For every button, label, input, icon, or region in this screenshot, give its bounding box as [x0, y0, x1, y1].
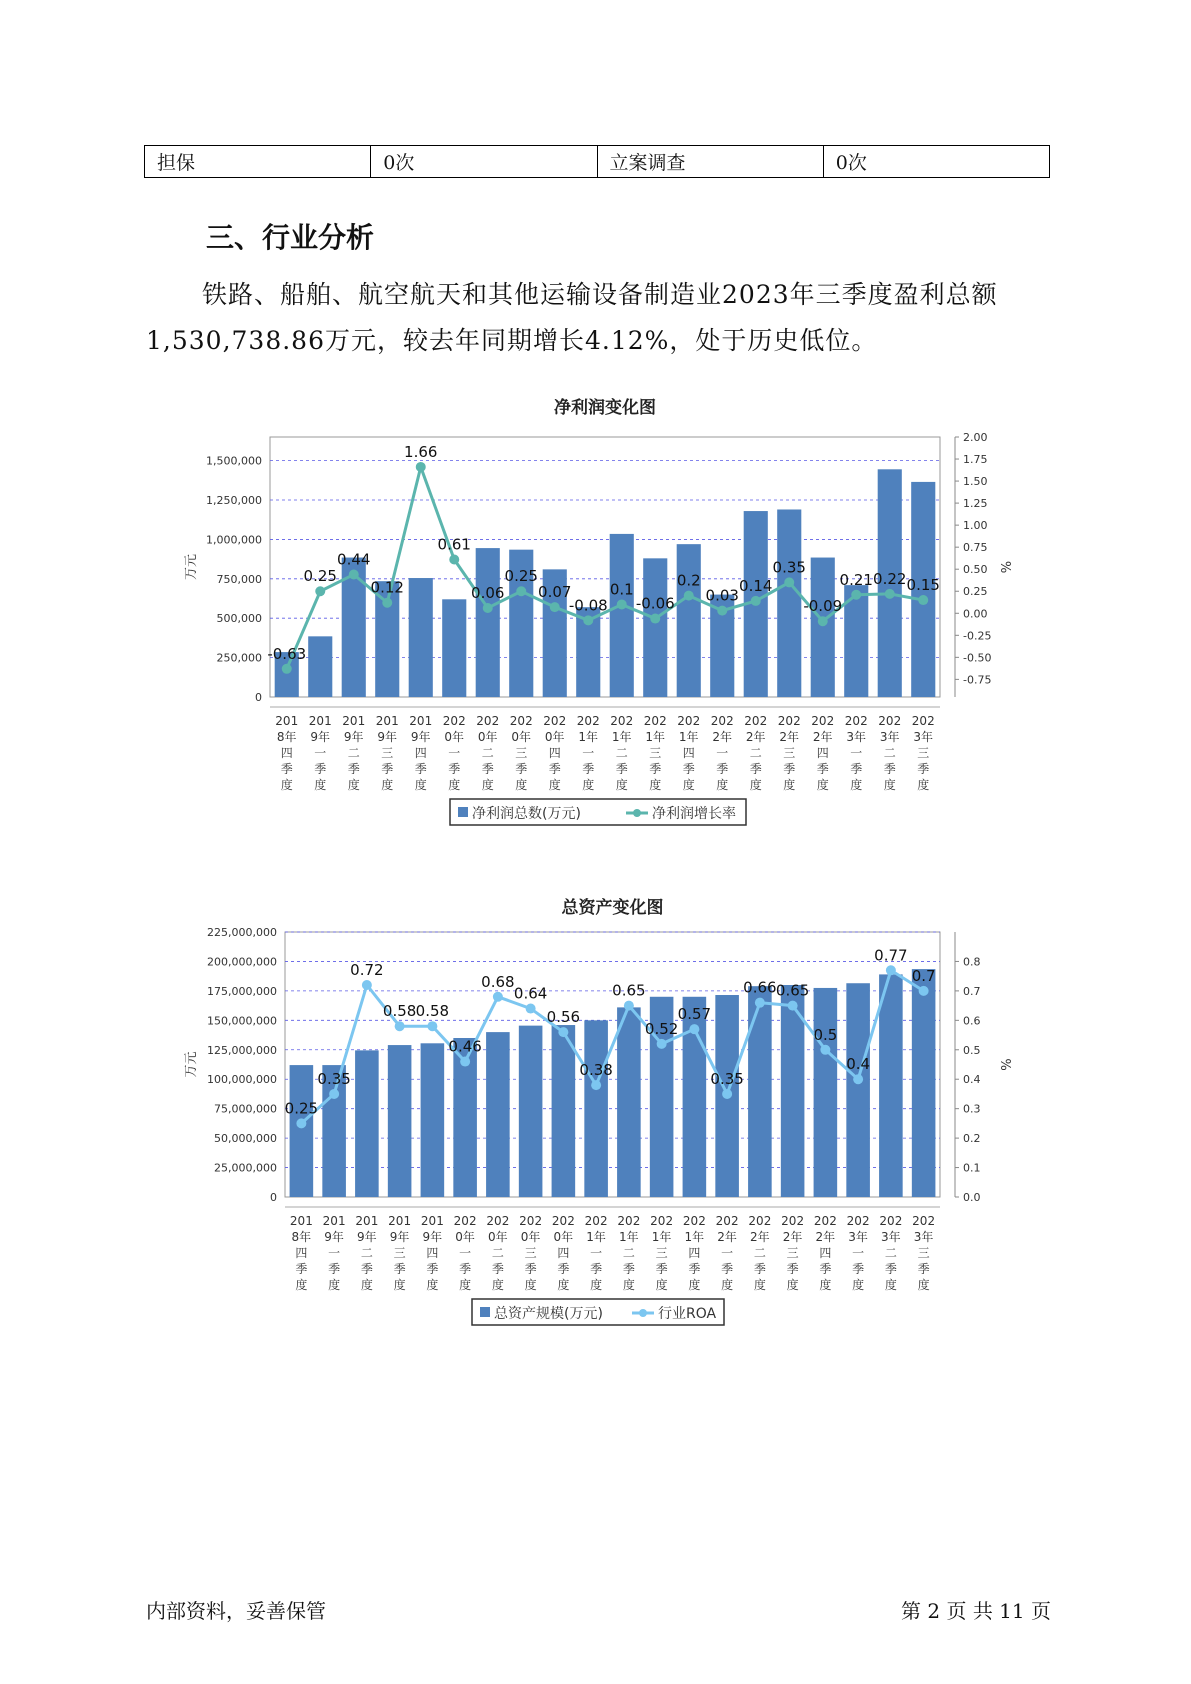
section-paragraph — [146, 272, 1052, 364]
table-cell: 0次 — [371, 146, 597, 177]
y2-tick-label: -0.25 — [963, 629, 992, 643]
y2-tick-label: 0.8 — [963, 955, 981, 969]
data-label: 0.35 — [772, 558, 806, 577]
bar — [811, 558, 835, 697]
chart-title: 总资产变化图 — [561, 898, 664, 918]
legend-swatch-point — [633, 809, 641, 817]
x-tick-label: 202 1年一季度 — [584, 1214, 608, 1292]
y-tick-label: 1,000,000 — [206, 533, 262, 547]
line-point — [919, 986, 929, 996]
bar — [777, 509, 801, 697]
legend-label: 总资产规模(万元) — [494, 1306, 603, 1322]
x-tick-label: 201 8年四季度 — [289, 1214, 313, 1292]
bar — [476, 548, 500, 697]
line-point — [550, 602, 560, 612]
data-label: -0.08 — [568, 596, 608, 615]
x-tick-label: 201 8年四季度 — [275, 714, 299, 792]
data-label: 0.5 — [813, 1025, 838, 1044]
legend-label: 行业ROA — [658, 1306, 717, 1322]
y2-tick-label: 1.25 — [963, 497, 988, 511]
line-point — [449, 555, 459, 565]
data-label: 0.25 — [284, 1099, 319, 1118]
y2-tick-label: 0.50 — [963, 563, 988, 577]
data-label: 0.15 — [906, 576, 940, 595]
y2-tick-label: 0.6 — [963, 1014, 981, 1028]
y-tick-label: 150,000,000 — [207, 1014, 277, 1028]
y-tick-label: 750,000 — [216, 572, 262, 586]
line-point — [282, 664, 292, 674]
y2-tick-label: 2.00 — [963, 431, 988, 444]
x-tick-label: 202 2年一季度 — [710, 714, 734, 792]
x-tick-label: 202 1年一季度 — [576, 714, 600, 792]
data-label: 0.35 — [317, 1069, 351, 1088]
bar — [814, 988, 838, 1197]
bar — [290, 1065, 314, 1197]
y2-tick-label: 0.2 — [963, 1132, 981, 1146]
y-tick-label: 1,500,000 — [206, 454, 262, 468]
data-label: 0.25 — [303, 567, 337, 586]
x-tick-label: 202 1年三季度 — [650, 1214, 674, 1292]
line-point — [315, 586, 325, 596]
line-point — [395, 1021, 405, 1031]
bar — [677, 544, 701, 697]
data-label: -0.09 — [803, 597, 843, 616]
bar — [409, 578, 433, 697]
y2-tick-label: -0.75 — [963, 673, 992, 687]
line-point — [886, 965, 896, 975]
bar — [552, 1025, 576, 1197]
line-point — [382, 598, 392, 608]
info-table — [144, 145, 1050, 178]
y-tick-label: 250,000 — [216, 651, 262, 665]
x-tick-label: 202 3年一季度 — [846, 1214, 870, 1292]
data-label: 0.12 — [370, 578, 404, 597]
y-tick-label: 1,250,000 — [206, 494, 262, 508]
line-point — [820, 1045, 830, 1055]
x-tick-label: 202 1年四季度 — [682, 1214, 706, 1292]
y2-tick-label: 1.50 — [963, 475, 988, 489]
y-tick-label: 0 — [270, 1191, 277, 1204]
y2-tick-label: -0.50 — [963, 651, 992, 665]
line-point — [684, 591, 694, 601]
bar — [421, 1043, 445, 1197]
bar — [486, 1032, 510, 1197]
x-tick-label: 201 9年四季度 — [420, 1214, 444, 1292]
x-tick-label: 202 3年三季度 — [912, 1214, 936, 1292]
y-axis-label: 万元 — [184, 553, 199, 581]
data-label: 0.22 — [873, 569, 907, 588]
bar — [610, 534, 634, 697]
footer-confidential: 内部资料，妥善保管 — [146, 1599, 326, 1623]
bar — [846, 983, 870, 1197]
x-tick-label: 202 2年四季度 — [811, 714, 835, 792]
bar — [584, 1020, 608, 1197]
net-profit-chart — [0, 395, 1191, 855]
bar — [911, 966, 936, 1197]
y2-tick-label: 0.25 — [963, 585, 988, 599]
x-tick-label: 202 3年二季度 — [879, 1214, 903, 1292]
x-tick-label: 202 1年二季度 — [610, 714, 634, 792]
total-assets-chart — [0, 895, 1191, 1355]
section-heading: 三、行业分析 — [206, 221, 375, 254]
x-tick-label: 202 3年一季度 — [844, 714, 868, 792]
y-tick-label: 175,000,000 — [207, 984, 277, 998]
x-tick-label: 202 0年四季度 — [543, 714, 567, 792]
x-tick-label: 202 0年二季度 — [486, 1214, 510, 1292]
x-tick-label: 202 2年二季度 — [744, 714, 768, 792]
line-point — [657, 1039, 667, 1049]
chart-title: 净利润变化图 — [554, 398, 656, 418]
line-point — [329, 1089, 339, 1099]
data-label: 0.58 — [382, 1002, 417, 1021]
legend-swatch-bar — [458, 807, 468, 817]
line-point — [851, 590, 861, 600]
bar — [308, 636, 332, 697]
data-label: 0.21 — [839, 570, 873, 589]
data-label: 0.66 — [743, 978, 777, 997]
bar — [355, 1050, 379, 1197]
x-tick-label: 202 3年三季度 — [911, 714, 935, 792]
y-axis-label: 万元 — [184, 1051, 199, 1078]
data-label: 0.06 — [471, 583, 505, 602]
legend-swatch-bar — [480, 1307, 490, 1317]
table-cell: 0次 — [835, 152, 867, 174]
y2-axis-label: % — [1000, 1058, 1015, 1071]
legend-label: 净利润总数(万元) — [472, 806, 581, 822]
data-label: 0.64 — [513, 984, 548, 1003]
x-tick-label: 202 1年二季度 — [617, 1214, 641, 1292]
data-label: 0.57 — [677, 1005, 712, 1024]
line-point — [885, 589, 895, 599]
line-point — [784, 577, 794, 587]
data-label: 0.03 — [705, 586, 739, 605]
plot-area — [270, 437, 940, 697]
line-point — [751, 596, 761, 606]
line-point — [918, 595, 928, 605]
line-point — [493, 992, 503, 1002]
y2-tick-label: 0.3 — [963, 1102, 981, 1116]
data-label: 0.52 — [644, 1019, 679, 1038]
y-tick-label: 75,000,000 — [214, 1102, 277, 1116]
x-tick-label: 202 1年四季度 — [677, 714, 701, 792]
data-label: 0.25 — [504, 567, 538, 586]
line-point — [460, 1057, 470, 1067]
line-point — [650, 614, 660, 624]
data-label: 0.2 — [676, 571, 701, 590]
x-tick-label: 202 2年二季度 — [748, 1214, 772, 1292]
y2-tick-label: 0.4 — [963, 1073, 981, 1087]
y2-tick-label: 1.00 — [963, 519, 988, 533]
x-tick-label: 201 9年二季度 — [355, 1214, 379, 1292]
y-tick-label: 25,000,000 — [214, 1161, 277, 1175]
y2-axis-label: % — [1000, 560, 1015, 574]
x-tick-label: 202 0年三季度 — [519, 1214, 543, 1292]
line-point — [483, 603, 493, 613]
y2-tick-label: 0.5 — [963, 1043, 981, 1057]
data-label: 0.68 — [481, 972, 515, 991]
line-point — [416, 462, 426, 472]
data-label: 0.35 — [710, 1069, 744, 1088]
table-cell: 担保 — [145, 146, 371, 177]
y-tick-label: 225,000,000 — [207, 926, 277, 939]
x-tick-label: 202 2年一季度 — [715, 1214, 739, 1292]
data-label: 0.44 — [337, 550, 371, 569]
line-point — [755, 998, 765, 1008]
x-tick-label: 202 2年四季度 — [813, 1214, 837, 1292]
line-point — [617, 599, 627, 609]
line-point — [591, 1080, 601, 1090]
line-point — [689, 1024, 699, 1034]
data-label: -0.06 — [635, 594, 675, 613]
x-tick-label: 202 0年一季度 — [442, 714, 466, 792]
y2-tick-label: 0.00 — [963, 607, 988, 621]
x-tick-label: 202 0年二季度 — [476, 714, 500, 792]
y2-tick-label: 0.75 — [963, 541, 988, 555]
data-label: 0.65 — [612, 981, 646, 1000]
line-point — [722, 1089, 732, 1099]
data-label: 0.4 — [846, 1055, 871, 1074]
y-tick-label: 100,000,000 — [207, 1073, 277, 1087]
y-tick-label: 500,000 — [216, 612, 262, 626]
data-label: 0.72 — [350, 961, 384, 979]
x-tick-label: 201 9年一季度 — [308, 714, 332, 792]
line-point — [349, 569, 359, 579]
footer-page-number: 第 2 页 共 11 页 — [901, 1599, 1051, 1623]
x-tick-label: 202 2年三季度 — [781, 1214, 805, 1292]
legend-label: 净利润增长率 — [652, 806, 736, 822]
y2-tick-label: 1.75 — [963, 453, 988, 467]
paragraph-text: 铁路、船舶、航空航天和其他运输设备制造业2023年三季度盈利总额1,530,738.86万元，较去年同期增长4.12%，处于历史低位。 — [146, 280, 998, 355]
x-tick-label: 201 9年三季度 — [388, 1214, 412, 1292]
y2-tick-label: 0.1 — [963, 1161, 981, 1175]
bar — [748, 986, 772, 1197]
data-label: -0.63 — [267, 644, 307, 663]
bar — [442, 599, 466, 697]
y2-tick-label: 0.0 — [963, 1191, 981, 1204]
line-point — [583, 615, 593, 625]
line-point — [717, 606, 727, 616]
data-label: 0.7 — [911, 966, 936, 985]
data-label: 0.56 — [546, 1008, 581, 1027]
x-tick-label: 201 9年三季度 — [375, 714, 399, 792]
y-tick-label: 125,000,000 — [207, 1043, 277, 1057]
bar — [879, 974, 903, 1197]
data-label: 0.65 — [775, 981, 810, 1000]
x-tick-label: 201 9年二季度 — [342, 714, 366, 792]
data-label: 0.1 — [609, 580, 634, 599]
x-tick-label: 202 0年四季度 — [551, 1214, 575, 1292]
x-tick-label: 202 3年二季度 — [878, 714, 902, 792]
data-label: 0.14 — [739, 576, 773, 595]
line-point — [853, 1074, 863, 1084]
bar — [643, 558, 667, 697]
data-label: 0.77 — [874, 946, 908, 965]
line-point — [624, 1001, 634, 1011]
legend-swatch-point — [639, 1309, 647, 1317]
x-tick-label: 202 0年一季度 — [453, 1214, 477, 1292]
y2-tick-label: 0.7 — [963, 984, 981, 998]
x-tick-label: 202 0年三季度 — [509, 714, 533, 792]
y-tick-label: 200,000,000 — [207, 955, 277, 969]
data-label: 1.66 — [404, 442, 438, 461]
line-point — [526, 1004, 536, 1014]
data-label: 0.61 — [437, 535, 471, 554]
data-label: 0.58 — [415, 1002, 450, 1021]
line-point — [516, 586, 526, 596]
data-label: 0.46 — [448, 1037, 482, 1056]
x-tick-label: 201 9年一季度 — [322, 1214, 346, 1292]
data-label: 0.07 — [538, 583, 572, 602]
line-point — [818, 616, 828, 626]
bar — [388, 1045, 412, 1197]
bar — [617, 1007, 641, 1197]
x-tick-label: 201 9年四季度 — [409, 714, 433, 792]
line-point — [427, 1021, 437, 1031]
y-tick-label: 50,000,000 — [214, 1132, 277, 1146]
line-point — [362, 980, 372, 990]
table-cell: 立案调查 — [598, 146, 824, 177]
data-label: 0.38 — [579, 1061, 613, 1080]
line-point — [296, 1118, 306, 1128]
line-point — [788, 1001, 798, 1011]
line-point — [558, 1027, 568, 1037]
y-tick-label: 0 — [255, 691, 262, 704]
x-tick-label: 202 2年三季度 — [777, 714, 801, 792]
x-tick-label: 202 1年三季度 — [643, 714, 667, 792]
bar — [519, 1026, 543, 1197]
